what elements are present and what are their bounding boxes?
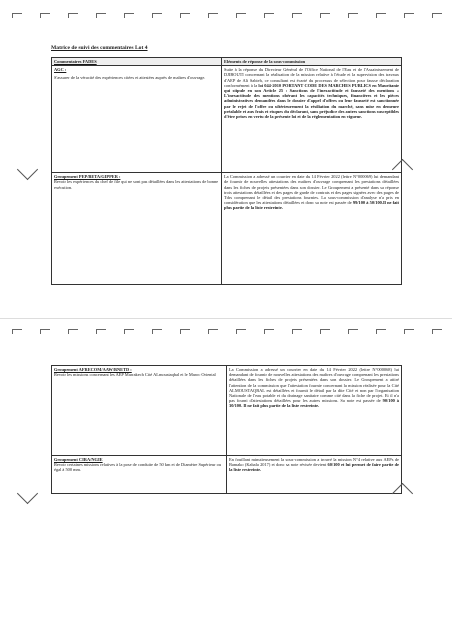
page-top-marks <box>0 10 452 20</box>
comment-cell <box>52 366 227 456</box>
comment-text: Revoir certaines missions relatives à la pose de conduite de 50 km et de Diamètre Supérieur ou égal à 500 mm. <box>54 462 222 473</box>
comment-cell <box>52 66 222 173</box>
response-text: La Commission a adressé un courrier en date du 14 Février 2022 (lettre N°000068) lui demandant de fournir de nouvelles attestations des maîtres d'ouvrage comprenant les prestations détaillées dans les fiches de projets présentées dans son dossier. Le Groupement a attiré l'attention de la commission que l'attestation fournie concernant la mission réalisée pour la Cité ALMOUSTAQBAL est détaillées et fournit le détail par la dite Cité et non par l'organisation Nationale de l'eau potable et du drainage sanitaire comme cité dans la fiche de projet. Et il n'a pas fourni d'attestations détaillées pour les autres missions. Sa note est passée de <box>229 367 399 404</box>
page-fold-mark <box>17 483 38 504</box>
company-label: Groupement CIRA/NGIE <box>54 457 103 462</box>
response-text: La Commission a adressé un courrier en date du 14 Février 2022 (lettre N°000069) lui demandant de fournir de nouvelles attestations des maîtres d'ouvrage comprenant les prestations détaillées dans les fiches de projets présentées dans son dossier. Le Groupement a présenté dans sa réponse trois attestations détaillées et des pages de garde de contrats et des pages signées avec des pages de Tdrs comprenant le détail des prestations fournies. La sous-commission d'analyse n'a pris en considération que les attestations détaillées et donc sa note est passée de <box>224 174 399 206</box>
response-emphasis: 60/100 et lui permet de faire partie de la liste restreinte. <box>229 462 399 473</box>
response-cell <box>227 456 402 494</box>
comments-table-2 <box>51 365 402 494</box>
response-cell <box>227 366 402 456</box>
comment-text: Revoir les missions concernant les AEP Marrakech Cité ALmoustaqbal et le Maroc Oriental <box>54 372 216 378</box>
page-separator <box>0 318 452 319</box>
comments-table-1 <box>51 57 402 285</box>
company-label: Groupement AFRECOM/AAW/BNETD : <box>54 367 132 372</box>
page-top-marks <box>0 326 452 336</box>
response-emphasis: 99/100 à 50/100.Il ne fait plus partie de la liste restreinte. <box>224 200 399 211</box>
page-fold-mark <box>17 159 38 180</box>
table-row <box>52 173 402 285</box>
comment-text: Revoir les expériences du chef de file qui ne sont pas détaillées dans les attestations de bonne exécution. <box>54 179 219 190</box>
table-row <box>52 366 402 456</box>
response-cell <box>222 66 402 173</box>
company-label: Groupement PEP/BETA/GIPPER : <box>54 174 121 180</box>
response-cell <box>222 173 402 285</box>
table-header-row <box>52 58 402 66</box>
response-text: En fouillant minutieusement la sous-commission a trouvé la mission N°4 relative aux AEPs de Bamako (Kabala 2017) et donc sa note révisée devient <box>229 457 399 468</box>
comment-cell <box>52 456 227 494</box>
response-text: Suite à la réponse du Directeur Général de l'Office National de l'Eau et de l'Assainissement de DJIBOUTI concernant la réalisation de la mission relative à l'étude et la supervision des travaux d'AEP de Ali Sabieh, ce consultant est écarté du processus de sélection pour fausse déclaration conformément à la <box>224 67 399 88</box>
comment-cell <box>52 173 222 285</box>
table-row <box>52 66 402 173</box>
response-emphasis: 90/100 à 30/100. Il ne fait plus partie de la liste restreinte. <box>229 398 399 409</box>
comment-text: S'assurer de la véracité des expériences citées et attestées auprès de maîtres d'ouvrage. <box>54 75 206 81</box>
response-emphasis: loi 044-2010 PORTANT CODE DES MARCHES PUBLICS en Mauritanie qui stipule en son Article 25 : Sanctions de l'inexactitude et fausseté des mentions « L'inexactitude des mentions obérant les capacités techniques, financières et les pièces administratives demandées dans le dossier d'appel d'offres ou leur fausseté est sanctionnée par le rejet de l'offre ou ultérieurement la résiliation du marché, sans mise en demeure préalable et aux frais et risques du déclarant, sans préjudice des autres sanctions susceptibles d'être prises en vertu de la présente loi et de la réglementation en vigueur. <box>224 82 399 120</box>
table-row <box>52 456 402 494</box>
col-header-responses: Eléments de réponse de la sous-commission <box>222 58 402 66</box>
company-label: AGC : <box>54 67 67 73</box>
col-header-comments: Commentaires FADES <box>52 58 222 66</box>
document-title: Matrice de suivi des commentaires Lot 4 <box>51 45 148 51</box>
